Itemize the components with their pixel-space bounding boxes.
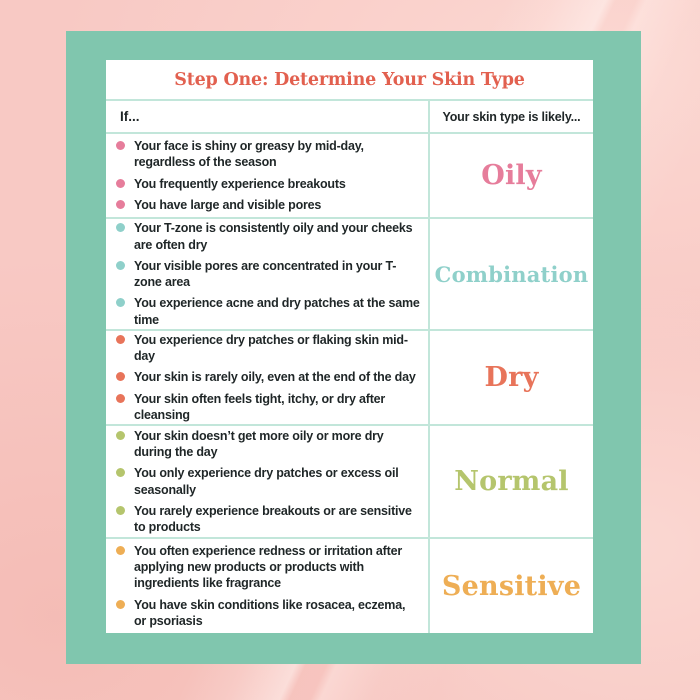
teal-frame bbox=[66, 31, 641, 664]
skin-type-label: Normal bbox=[454, 466, 569, 497]
condition-cell bbox=[106, 331, 430, 424]
skin-type-label: Dry bbox=[484, 362, 539, 393]
bullet-item bbox=[116, 176, 420, 192]
bullet-dot-icon bbox=[116, 200, 125, 209]
bullet-text: Your skin often feels tight, itchy, or dry after cleansing bbox=[134, 391, 386, 422]
skin-row bbox=[106, 426, 593, 539]
skin-row bbox=[106, 134, 593, 219]
type-cell bbox=[430, 331, 593, 424]
type-cell bbox=[430, 426, 593, 537]
bullet-item bbox=[116, 295, 420, 328]
bullet-item bbox=[116, 597, 420, 630]
bullet-dot-icon bbox=[116, 506, 125, 515]
bullet-item bbox=[116, 428, 420, 461]
type-cell bbox=[430, 539, 593, 633]
bullet-text: You have large and visible pores bbox=[134, 197, 322, 212]
bullet-item bbox=[116, 543, 420, 592]
bullet-dot-icon bbox=[116, 179, 125, 188]
bullet-text: Your skin doesn’t get more oily or more dry during the day bbox=[134, 428, 384, 459]
bullet-item bbox=[116, 197, 420, 213]
bullet-item bbox=[116, 332, 420, 365]
skin-row bbox=[106, 331, 593, 426]
bullet-item bbox=[116, 369, 420, 385]
table-body bbox=[106, 134, 593, 633]
page-title: Step One: Determine Your Skin Type bbox=[174, 69, 525, 90]
bullet-dot-icon bbox=[116, 141, 125, 150]
skin-row bbox=[106, 539, 593, 633]
column-header-result: Your skin type is likely... bbox=[442, 109, 581, 124]
condition-cell bbox=[106, 134, 430, 217]
bullet-item bbox=[116, 220, 420, 253]
bullet-text: You rarely experience breakouts or are sensitive to products bbox=[134, 503, 412, 534]
bullet-dot-icon bbox=[116, 468, 125, 477]
skin-row bbox=[106, 219, 593, 331]
bullet-dot-icon bbox=[116, 372, 125, 381]
bullet-text: Your visible pores are concentrated in your T-zone area bbox=[134, 258, 397, 289]
condition-cell bbox=[106, 426, 430, 537]
bullet-text: You have skin conditions like rosacea, eczema, or psoriasis bbox=[134, 597, 406, 628]
condition-cell bbox=[106, 539, 430, 633]
bullet-dot-icon bbox=[116, 431, 125, 440]
title-row bbox=[106, 60, 593, 101]
skin-type-label: Combination bbox=[434, 261, 589, 287]
bullet-dot-icon bbox=[116, 546, 125, 555]
bullet-item bbox=[116, 503, 420, 536]
bullet-text: You experience dry patches or flaking skin mid-day bbox=[134, 332, 408, 364]
type-cell bbox=[430, 134, 593, 217]
bullet-dot-icon bbox=[116, 335, 125, 344]
bullet-dot-icon bbox=[116, 223, 125, 232]
skin-type-label: Sensitive bbox=[441, 570, 582, 602]
bullet-text: You often experience redness or irritation after applying new products or products with ingredients like fragrance bbox=[134, 543, 403, 591]
skin-type-label: Oily bbox=[481, 160, 542, 191]
bullet-text: Your face is shiny or greasy by mid-day, regardless of the season bbox=[134, 139, 364, 170]
bullet-text: You frequently experience breakouts bbox=[134, 176, 346, 191]
skin-type-table bbox=[106, 60, 593, 633]
bullet-item bbox=[116, 465, 420, 498]
condition-cell bbox=[106, 219, 430, 329]
bullet-dot-icon bbox=[116, 261, 125, 270]
bullet-dot-icon bbox=[116, 600, 125, 609]
bullet-item bbox=[116, 391, 420, 424]
bullet-text: You experience acne and dry patches at the same time bbox=[134, 296, 420, 327]
bullet-item bbox=[116, 138, 420, 171]
bullet-dot-icon bbox=[116, 298, 125, 307]
table-header-row bbox=[106, 101, 593, 134]
bullet-item bbox=[116, 258, 420, 291]
type-cell bbox=[430, 219, 593, 329]
bullet-dot-icon bbox=[116, 394, 125, 403]
bullet-text: Your skin is rarely oily, even at the end of the day bbox=[134, 370, 416, 385]
bullet-text: Your T-zone is consistently oily and your cheeks are often dry bbox=[134, 221, 413, 252]
column-header-if: If... bbox=[106, 101, 430, 132]
bullet-text: You only experience dry patches or excess oil seasonally bbox=[134, 466, 399, 497]
